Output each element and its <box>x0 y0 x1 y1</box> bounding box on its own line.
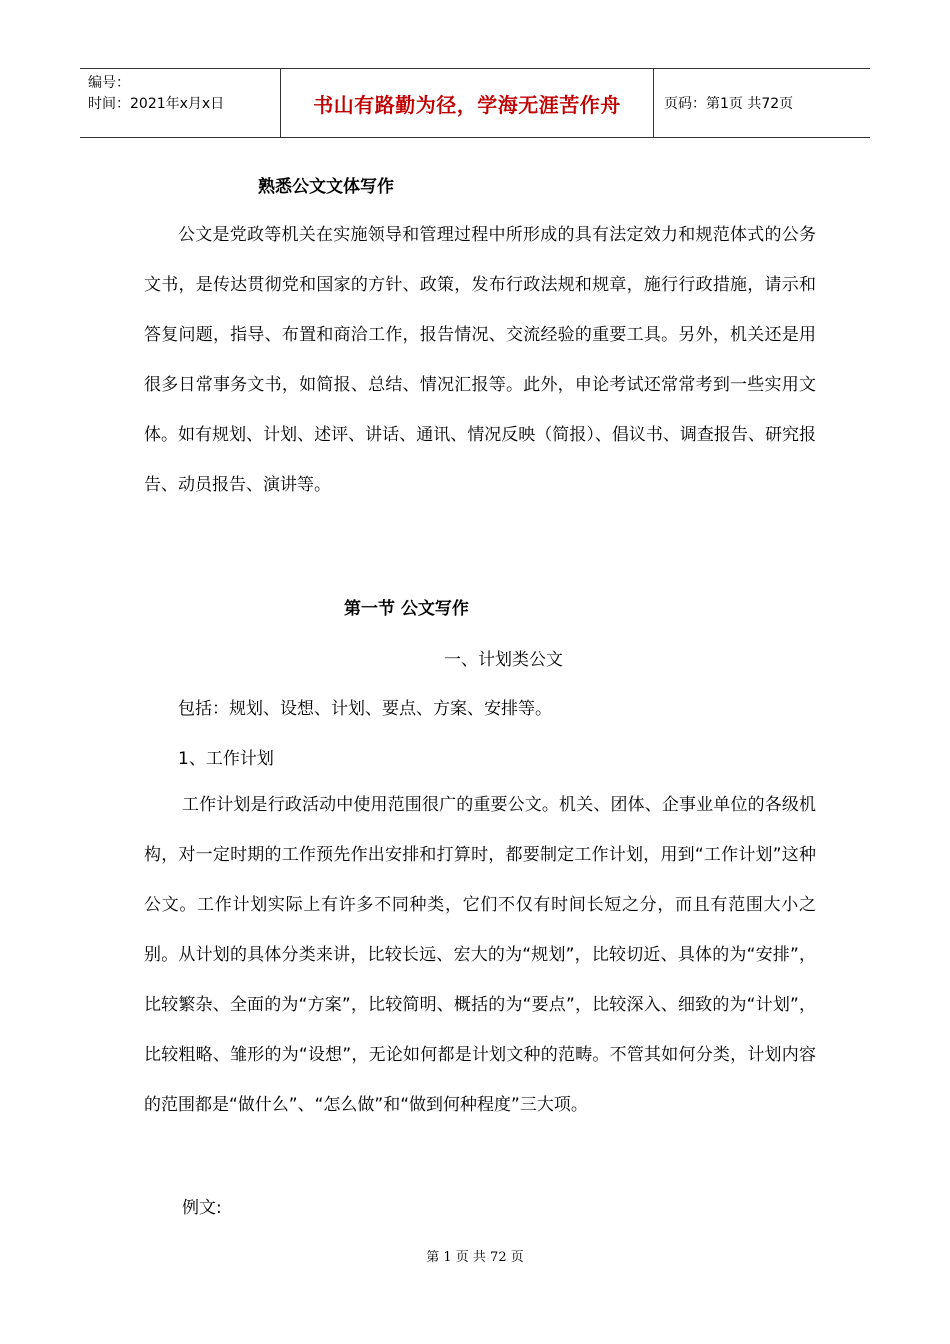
number-label: 编号： <box>88 75 130 91</box>
time-label: 时间：2021年x月x日 <box>88 96 225 112</box>
document-title: 熟悉公文文体写作 <box>258 177 394 197</box>
intro-paragraph: 公文是党政等机关在实施领导和管理过程中所形成的具有法定效力和规范体式的公务文书，是传达贯彻党和国家的方针、政策，发布行政法规和规章，施行行政措施，请示和答复问题，指导、布置和商洽工作，报告情况、交流经验的重要工具。另外，机关还是用很多日常事务文书，如简报、总结、情况汇报等。此外，申论考试还常常考到一些实用文体。如有规划、计划、述评、讲话、通讯、情况反映（简报）、倡议书、调查报告、研究报告、动员报告、演讲等。 <box>144 225 816 495</box>
includes-line: 包括：规划、设想、计划、要点、方案、安排等。 <box>178 699 552 719</box>
page-header <box>80 68 870 138</box>
header-page-info: 页码：第1页 共72页 <box>664 96 794 112</box>
subsection-title: 一、计划类公文 <box>444 650 563 670</box>
example-label: 例文: <box>182 1198 222 1218</box>
body-paragraph: 工作计划是行政活动中使用范围很广的重要公文。机关、团体、企事业单位的各级机构，对一定时期的工作预先作出安排和打算时，都要制定工作计划，用到“工作计划”这种公文。工作计划实际上有许多不同种类，它们不仅有时间长短之分，而且有范围大小之别。从计划的具体分类来讲，比较长远、宏大的为“规划”，比较切近、具体的为“安排”，比较繁杂、全面的为“方案”，比较简明、概括的为“要点”，比较深入、细致的为“计划”，比较粗略、雏形的为“设想”，无论如何都是计划文种的范畴。不管其如何分类，计划内容的范围都是“做什么”、“怎么做”和“做到何种程度”三大项。 <box>144 795 816 1115</box>
section-title: 第一节 公文写作 <box>344 599 469 619</box>
item-title: 1、工作计划 <box>178 749 274 769</box>
header-motto: 书山有路勤为径，学海无涯苦作舟 <box>313 92 621 117</box>
page-footer: 第 1 页 共 72 页 <box>426 1250 524 1265</box>
header-motto-cell <box>281 69 654 137</box>
header-meta <box>80 69 281 137</box>
